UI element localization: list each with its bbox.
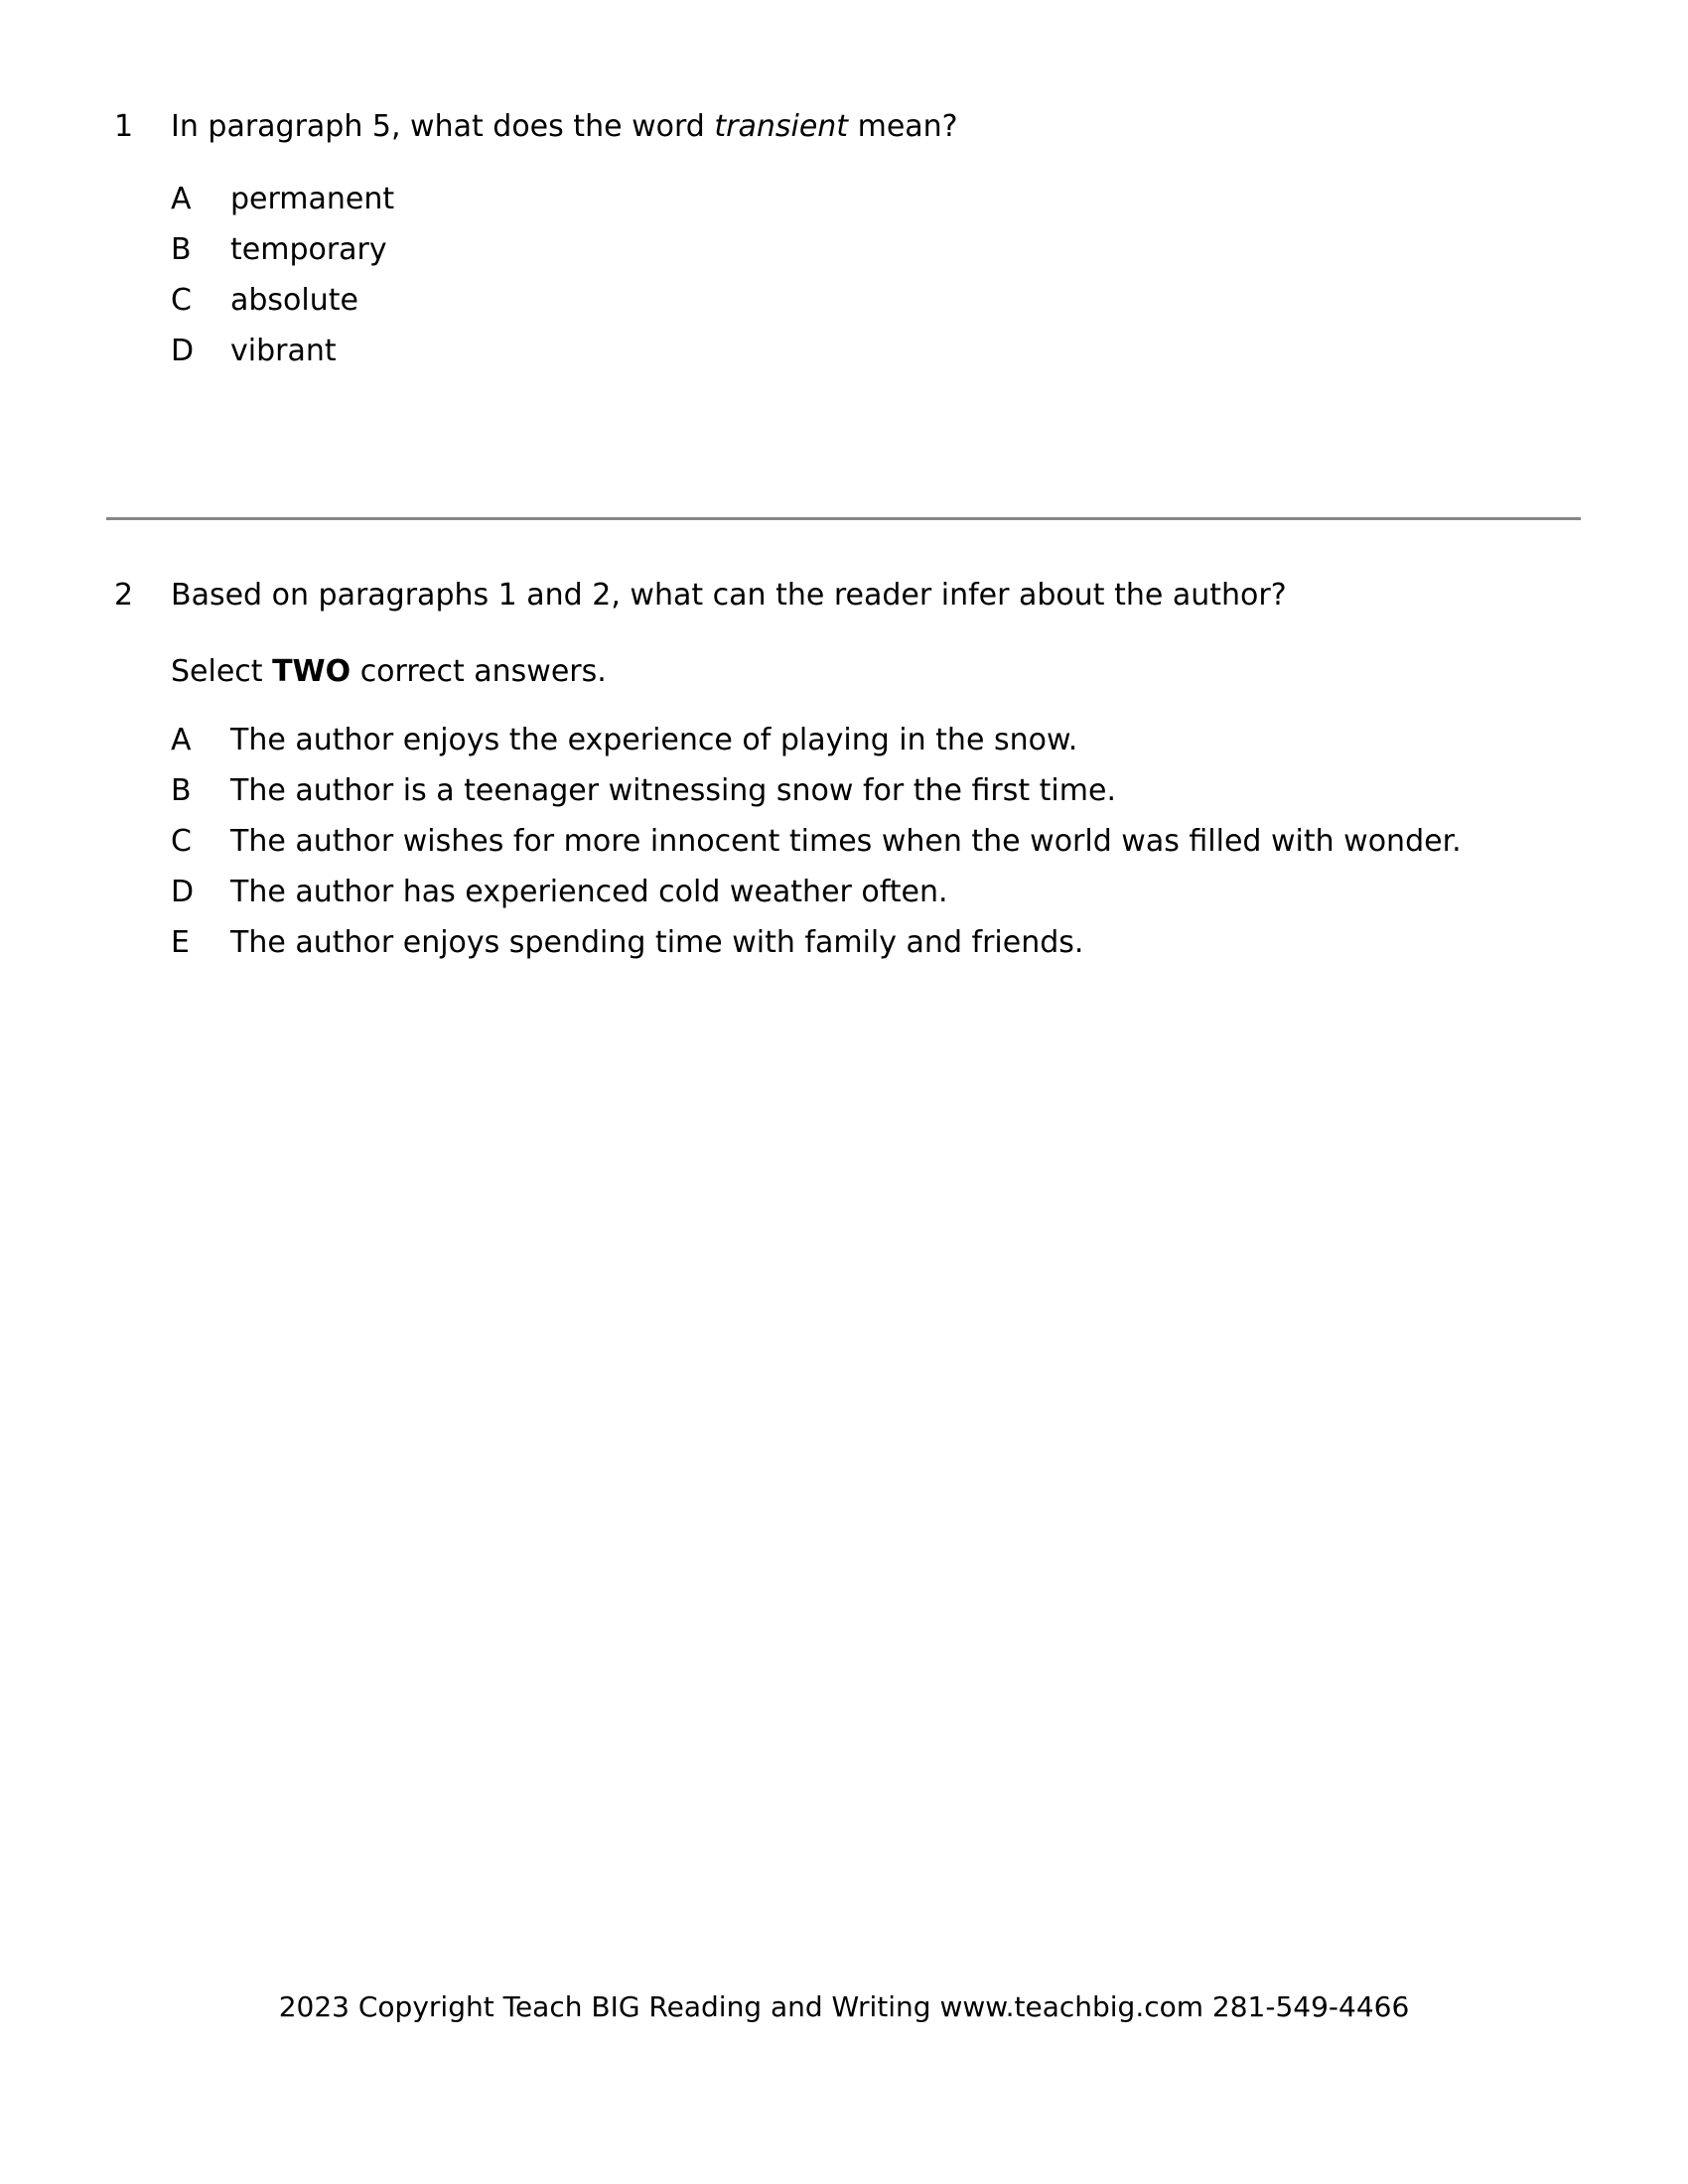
option-1-c-letter: C [171, 283, 192, 318]
question-1-stem-suffix: mean? [848, 109, 958, 144]
option-2-a-letter: A [171, 723, 192, 757]
option-2-d[interactable] [171, 873, 1574, 911]
question-2-options [114, 721, 1574, 962]
option-1-a-text: permanent [230, 182, 395, 216]
option-1-c[interactable] [171, 281, 1574, 320]
question-2-number: 2 [114, 578, 134, 613]
question-1-number: 1 [114, 109, 134, 144]
option-1-c-text: absolute [230, 283, 358, 318]
option-2-e[interactable] [171, 923, 1574, 962]
question-block-2 [114, 576, 1574, 962]
question-2-stem-prefix: Based on paragraphs 1 and 2, what can the reader infer about the author? [171, 578, 1287, 613]
option-2-d-text: The author has experienced cold weather often. [230, 875, 948, 909]
question-1-stem-emphasis: transient [714, 109, 849, 144]
option-1-d-letter: D [171, 334, 195, 368]
question-1-stem-text [171, 107, 1472, 146]
option-2-d-letter: D [171, 875, 195, 909]
option-2-b[interactable] [171, 771, 1574, 810]
question-2-instruction-emphasis: TWO [272, 654, 352, 689]
option-2-c[interactable] [171, 822, 1574, 861]
question-2-instruction [171, 652, 1574, 691]
option-1-a-letter: A [171, 182, 192, 216]
question-2-stem [114, 576, 1574, 614]
option-2-e-letter: E [171, 925, 190, 960]
page-footer [0, 1989, 1688, 2025]
question-1-stem-prefix: In paragraph 5, what does the word [171, 109, 715, 144]
section-divider [106, 517, 1581, 520]
question-1-stem [114, 107, 1574, 146]
option-2-a-text: The author enjoys the experience of playing in the snow. [230, 723, 1078, 757]
footer-copyright-text: 2023 Copyright Teach BIG Reading and Writing www.teachbig.com 281-549-4466 [278, 1990, 1410, 2023]
option-1-a[interactable] [171, 180, 1574, 218]
question-2-stem-text [171, 576, 1472, 614]
option-2-b-letter: B [171, 773, 192, 808]
option-1-d-text: vibrant [230, 334, 337, 368]
option-1-b-text: temporary [230, 232, 387, 267]
question-1-options [114, 180, 1574, 370]
option-2-e-text: The author enjoys spending time with family and friends. [230, 925, 1084, 960]
option-1-b[interactable] [171, 230, 1574, 269]
question-2-instruction-suffix: correct answers. [351, 654, 607, 689]
option-2-b-text: The author is a teenager witnessing snow for the first time. [230, 773, 1116, 808]
option-2-a[interactable] [171, 721, 1574, 759]
question-block-1 [114, 107, 1574, 370]
option-2-c-letter: C [171, 824, 192, 859]
option-1-b-letter: B [171, 232, 192, 267]
option-1-d[interactable] [171, 332, 1574, 370]
question-2-instruction-prefix: Select [171, 654, 273, 689]
option-2-c-text: The author wishes for more innocent times when the world was filled with wonder. [230, 824, 1462, 859]
